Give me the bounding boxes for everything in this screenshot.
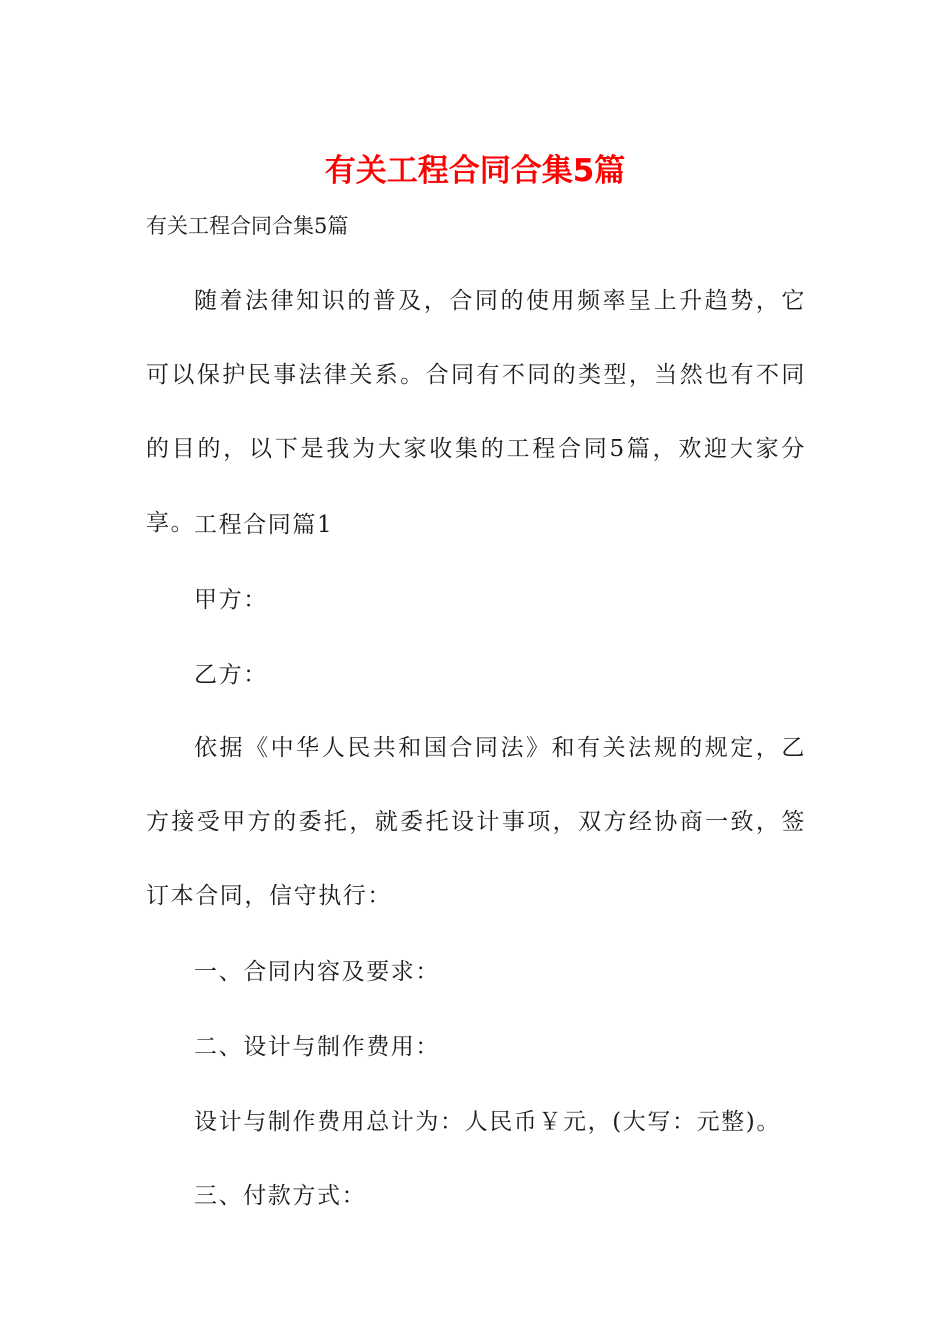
intro-paragraph: 随着法律知识的普及，合同的使用频率呈上升趋势，它可以保护民事法律关系。合同有不同的类型，当然也有不同的目的，以下是我为大家收集的工程合同5篇，欢迎大家分享。 — [146, 288, 806, 536]
page-title: 有关工程合同合集5篇 — [324, 153, 626, 189]
clause-1-heading: 一、合同内容及要求： — [194, 959, 440, 985]
party-a-label: 甲方： — [194, 587, 268, 613]
section-heading: 工程合同篇1 — [194, 512, 334, 538]
fee-line: 设计与制作费用总计为：人民币￥元，(大写：元整)。 — [194, 1109, 781, 1135]
clause-3-heading: 三、付款方式： — [194, 1183, 367, 1209]
clause-2-heading: 二、设计与制作费用： — [194, 1034, 440, 1060]
basis-paragraph: 依据《中华人民共和国合同法》和有关法规的规定，乙方接受甲方的委托，就委托设计事项，双方经协商一致，签订本合同，信守执行： — [146, 735, 806, 909]
document-subtitle: 有关工程合同合集5篇 — [146, 214, 349, 238]
party-b-label: 乙方： — [194, 662, 268, 688]
